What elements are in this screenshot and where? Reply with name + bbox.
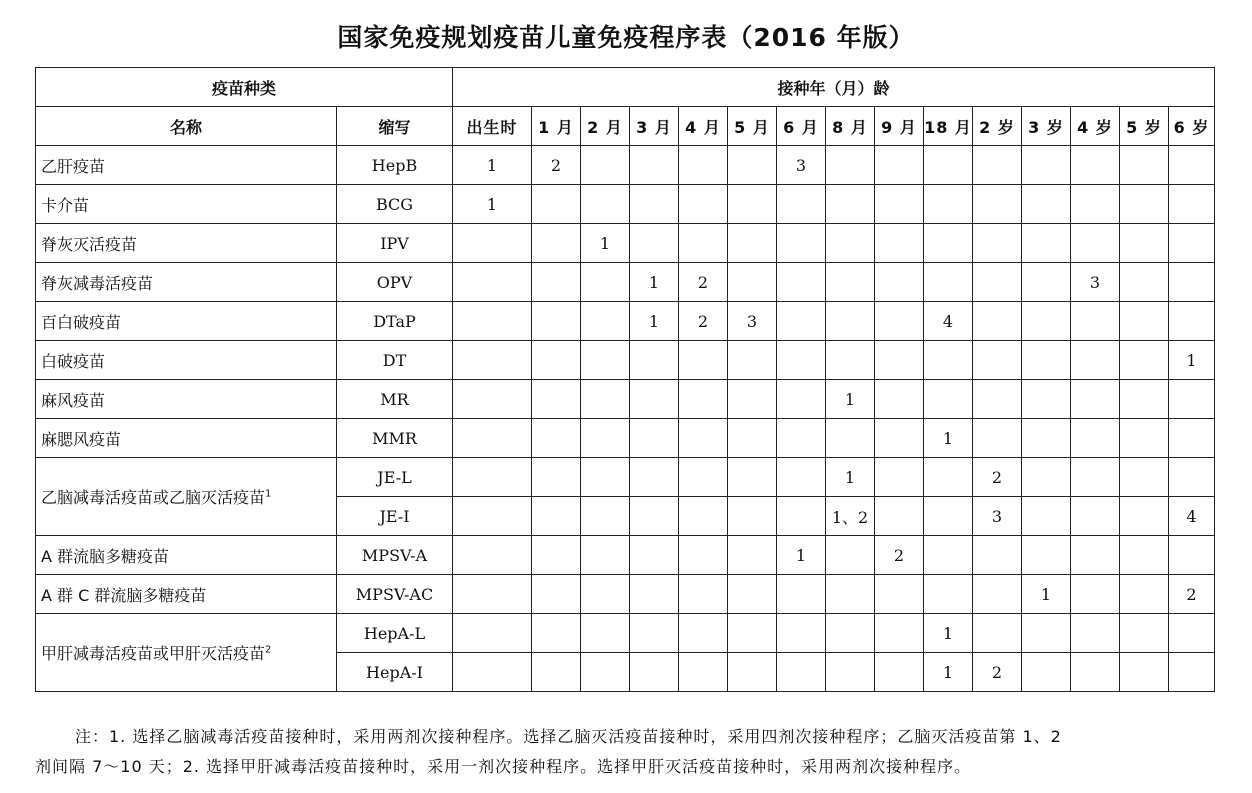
- immunization-schedule-table: [35, 67, 1215, 692]
- dose-cell: [1071, 185, 1120, 224]
- dose-cell: [875, 497, 924, 536]
- dose-cell: [581, 302, 630, 341]
- table-row: [36, 458, 1215, 497]
- dose-cell: [728, 341, 777, 380]
- dose-cell: [875, 614, 924, 653]
- dose-cell: 1: [826, 458, 875, 497]
- dose-cell: 2: [875, 536, 924, 575]
- dose-cell: [453, 536, 532, 575]
- dose-cell: [728, 146, 777, 185]
- dose-cell: [1169, 536, 1215, 575]
- footnote-marker: 1: [265, 488, 272, 500]
- dose-cell: 1: [924, 653, 973, 692]
- dose-cell: 1: [826, 380, 875, 419]
- vaccine-name: [36, 341, 337, 380]
- dose-cell: [973, 575, 1022, 614]
- dose-cell: [679, 146, 728, 185]
- dose-cell: [826, 302, 875, 341]
- age-header: 4 岁: [1071, 107, 1120, 146]
- dose-cell: 3: [728, 302, 777, 341]
- vaccine-name: [36, 614, 337, 692]
- dose-cell: [728, 380, 777, 419]
- dose-cell: [581, 419, 630, 458]
- dose-cell: [1169, 380, 1215, 419]
- vaccine-name: [36, 146, 337, 185]
- dose-cell: [875, 341, 924, 380]
- dose-cell: 2: [1169, 575, 1215, 614]
- dose-cell: [826, 653, 875, 692]
- vaccine-name-text: 乙肝疫苗: [41, 156, 106, 176]
- dose-cell: [532, 575, 581, 614]
- dose-cell: [1169, 263, 1215, 302]
- dose-cell: [679, 185, 728, 224]
- vaccine-name: [36, 224, 337, 263]
- dose-cell: [973, 419, 1022, 458]
- dose-cell: [875, 263, 924, 302]
- dose-cell: [1169, 302, 1215, 341]
- dose-cell: [1169, 146, 1215, 185]
- dose-cell: 1: [777, 536, 826, 575]
- dose-cell: [581, 458, 630, 497]
- table-row: [36, 263, 1215, 302]
- vaccine-name: [36, 302, 337, 341]
- vaccine-abbr: HepA-L: [337, 614, 453, 653]
- dose-cell: [826, 146, 875, 185]
- age-header: 6 岁: [1169, 107, 1215, 146]
- name-header: 名称: [36, 107, 337, 146]
- dose-cell: [453, 224, 532, 263]
- age-header: 9 月: [875, 107, 924, 146]
- dose-cell: [924, 185, 973, 224]
- dose-cell: [1071, 497, 1120, 536]
- dose-cell: [973, 614, 1022, 653]
- dose-cell: [924, 341, 973, 380]
- dose-cell: [453, 263, 532, 302]
- dose-cell: [875, 380, 924, 419]
- dose-cell: [973, 185, 1022, 224]
- dose-cell: [532, 458, 581, 497]
- dose-cell: [826, 419, 875, 458]
- vaccine-abbr: MMR: [337, 419, 453, 458]
- dose-cell: [1169, 653, 1215, 692]
- age-group-header: 接种年（月）龄: [453, 68, 1215, 107]
- dose-cell: [1022, 497, 1071, 536]
- vaccine-abbr: HepB: [337, 146, 453, 185]
- dose-cell: [581, 380, 630, 419]
- dose-cell: [1169, 224, 1215, 263]
- vaccine-abbr: MPSV-AC: [337, 575, 453, 614]
- dose-cell: [1022, 614, 1071, 653]
- dose-cell: [679, 419, 728, 458]
- dose-cell: [728, 185, 777, 224]
- dose-cell: [973, 263, 1022, 302]
- dose-cell: [1120, 536, 1169, 575]
- dose-cell: [581, 146, 630, 185]
- dose-cell: [1120, 185, 1169, 224]
- dose-cell: [532, 419, 581, 458]
- dose-cell: 3: [973, 497, 1022, 536]
- dose-cell: 3: [777, 146, 826, 185]
- dose-cell: [777, 380, 826, 419]
- dose-cell: [973, 536, 1022, 575]
- dose-cell: [581, 575, 630, 614]
- dose-cell: [1169, 614, 1215, 653]
- dose-cell: [679, 497, 728, 536]
- age-header: 2 岁: [973, 107, 1022, 146]
- vaccine-name-text: 甲肝减毒活疫苗或甲肝灭活疫苗: [41, 644, 266, 663]
- dose-cell: [1120, 263, 1169, 302]
- dose-cell: 4: [924, 302, 973, 341]
- dose-cell: [532, 302, 581, 341]
- dose-cell: [1071, 536, 1120, 575]
- dose-cell: [826, 185, 875, 224]
- dose-cell: [1022, 419, 1071, 458]
- dose-cell: [1022, 146, 1071, 185]
- dose-cell: [1120, 419, 1169, 458]
- age-header: 1 月: [532, 107, 581, 146]
- dose-cell: [924, 575, 973, 614]
- dose-cell: 1: [630, 263, 679, 302]
- dose-cell: [453, 575, 532, 614]
- dose-cell: [826, 575, 875, 614]
- dose-cell: [728, 536, 777, 575]
- dose-cell: [532, 497, 581, 536]
- dose-cell: [630, 185, 679, 224]
- dose-cell: [777, 458, 826, 497]
- dose-cell: [728, 458, 777, 497]
- page-title: 国家免疫规划疫苗儿童免疫程序表（2016 年版）: [337, 23, 915, 52]
- dose-cell: [630, 614, 679, 653]
- dose-cell: [1022, 341, 1071, 380]
- vaccine-name-text: 百白破疫苗: [41, 312, 122, 332]
- dose-cell: [728, 497, 777, 536]
- vaccine-name-text: 麻风疫苗: [41, 390, 106, 410]
- dose-cell: [532, 224, 581, 263]
- table-row: [36, 536, 1215, 575]
- dose-cell: [532, 341, 581, 380]
- vaccine-name: [36, 380, 337, 419]
- dose-cell: [1120, 380, 1169, 419]
- table-row: [36, 185, 1215, 224]
- dose-cell: [924, 380, 973, 419]
- footnote-marker: 2: [265, 644, 272, 656]
- vaccine-name-text: 乙脑减毒活疫苗或乙脑灭活疫苗: [41, 488, 266, 507]
- table-row: [36, 224, 1215, 263]
- dose-cell: [581, 497, 630, 536]
- dose-cell: [532, 536, 581, 575]
- dose-cell: [532, 653, 581, 692]
- dose-cell: [1120, 341, 1169, 380]
- dose-cell: [532, 614, 581, 653]
- vaccine-type-header: 疫苗种类: [36, 68, 453, 107]
- dose-cell: [1071, 419, 1120, 458]
- dose-cell: 4: [1169, 497, 1215, 536]
- dose-cell: [728, 653, 777, 692]
- dose-cell: [453, 614, 532, 653]
- dose-cell: [1071, 575, 1120, 614]
- dose-cell: 2: [679, 302, 728, 341]
- dose-cell: [453, 419, 532, 458]
- dose-cell: [1022, 302, 1071, 341]
- dose-cell: [679, 380, 728, 419]
- vaccine-name: [36, 575, 337, 614]
- dose-cell: [630, 146, 679, 185]
- footnote-line-1: 注：1. 选择乙脑减毒活疫苗接种时，采用两剂次接种程序。选择乙脑灭活疫苗接种时，采用四剂次接种程序；乙脑灭活疫苗第 1、2: [75, 727, 1062, 746]
- vaccine-name-text: A 群 C 群流脑多糖疫苗: [41, 585, 207, 605]
- dose-cell: [973, 224, 1022, 263]
- dose-cell: [777, 302, 826, 341]
- dose-cell: [630, 380, 679, 419]
- dose-cell: [1120, 575, 1169, 614]
- dose-cell: [532, 185, 581, 224]
- dose-cell: [532, 380, 581, 419]
- age-header: 出生时: [453, 107, 532, 146]
- age-header: 3 月: [630, 107, 679, 146]
- dose-cell: [1169, 185, 1215, 224]
- table-row: [36, 575, 1215, 614]
- header-row-groups: [36, 68, 1215, 107]
- dose-cell: 1、2: [826, 497, 875, 536]
- vaccine-abbr: DT: [337, 341, 453, 380]
- dose-cell: [1120, 614, 1169, 653]
- dose-cell: [826, 536, 875, 575]
- dose-cell: [679, 458, 728, 497]
- dose-cell: [924, 497, 973, 536]
- dose-cell: [581, 536, 630, 575]
- dose-cell: [1071, 302, 1120, 341]
- vaccine-name: [36, 185, 337, 224]
- age-header: 4 月: [679, 107, 728, 146]
- dose-cell: [1120, 146, 1169, 185]
- vaccine-name: [36, 458, 337, 536]
- dose-cell: [1022, 536, 1071, 575]
- vaccine-name: [36, 263, 337, 302]
- age-header: 5 岁: [1120, 107, 1169, 146]
- dose-cell: [679, 614, 728, 653]
- dose-cell: [826, 224, 875, 263]
- dose-cell: [453, 380, 532, 419]
- dose-cell: [777, 614, 826, 653]
- dose-cell: [875, 653, 924, 692]
- dose-cell: [826, 614, 875, 653]
- dose-cell: 2: [679, 263, 728, 302]
- footnote: [35, 722, 1220, 782]
- dose-cell: [777, 263, 826, 302]
- dose-cell: [581, 185, 630, 224]
- footnote-line-2: 剂间隔 7～10 天；2. 选择甲肝减毒活疫苗接种时，采用一剂次接种程序。选择甲肝灭活疫苗接种时，采用两剂次接种程序。: [35, 757, 972, 776]
- abbr-header: 缩写: [337, 107, 453, 146]
- dose-cell: [630, 419, 679, 458]
- dose-cell: [581, 341, 630, 380]
- dose-cell: [728, 419, 777, 458]
- dose-cell: 2: [532, 146, 581, 185]
- dose-cell: [728, 224, 777, 263]
- dose-cell: [1120, 224, 1169, 263]
- dose-cell: 1: [453, 185, 532, 224]
- dose-cell: [1071, 341, 1120, 380]
- vaccine-abbr: BCG: [337, 185, 453, 224]
- vaccine-abbr: JE-I: [337, 497, 453, 536]
- dose-cell: [453, 302, 532, 341]
- dose-cell: [630, 575, 679, 614]
- dose-cell: [532, 263, 581, 302]
- dose-cell: [1120, 458, 1169, 497]
- dose-cell: [1120, 302, 1169, 341]
- header-row-ages: [36, 107, 1215, 146]
- dose-cell: [973, 380, 1022, 419]
- dose-cell: [1022, 458, 1071, 497]
- dose-cell: [973, 146, 1022, 185]
- dose-cell: [453, 458, 532, 497]
- dose-cell: [1169, 419, 1215, 458]
- dose-cell: [875, 224, 924, 263]
- vaccine-name-text: 卡介苗: [41, 195, 90, 215]
- dose-cell: [1120, 497, 1169, 536]
- dose-cell: [728, 614, 777, 653]
- dose-cell: [924, 146, 973, 185]
- dose-cell: [777, 497, 826, 536]
- dose-cell: [1022, 185, 1071, 224]
- dose-cell: [875, 146, 924, 185]
- dose-cell: [875, 302, 924, 341]
- vaccine-name-text: A 群流脑多糖疫苗: [41, 546, 170, 566]
- dose-cell: [1022, 263, 1071, 302]
- table-row: [36, 380, 1215, 419]
- dose-cell: [1071, 614, 1120, 653]
- table-row: [36, 146, 1215, 185]
- dose-cell: [728, 263, 777, 302]
- vaccine-name: [36, 536, 337, 575]
- age-header: 18 月: [924, 107, 973, 146]
- dose-cell: [630, 341, 679, 380]
- dose-cell: [1169, 458, 1215, 497]
- vaccine-name-text: 白破疫苗: [41, 351, 106, 371]
- dose-cell: [1071, 146, 1120, 185]
- dose-cell: [875, 458, 924, 497]
- dose-cell: [973, 341, 1022, 380]
- dose-cell: [679, 224, 728, 263]
- dose-cell: 3: [1071, 263, 1120, 302]
- vaccine-abbr: OPV: [337, 263, 453, 302]
- vaccine-name-text: 麻腮风疫苗: [41, 429, 122, 449]
- table-row: [36, 614, 1215, 653]
- dose-cell: [679, 341, 728, 380]
- dose-cell: [777, 575, 826, 614]
- age-header: 6 月: [777, 107, 826, 146]
- dose-cell: [1071, 653, 1120, 692]
- dose-cell: [777, 419, 826, 458]
- dose-cell: 1: [581, 224, 630, 263]
- dose-cell: [581, 614, 630, 653]
- dose-cell: [875, 575, 924, 614]
- table-row: [36, 302, 1215, 341]
- age-header: 2 月: [581, 107, 630, 146]
- dose-cell: 1: [630, 302, 679, 341]
- age-header: 3 岁: [1022, 107, 1071, 146]
- table-row: [36, 341, 1215, 380]
- dose-cell: [630, 497, 679, 536]
- dose-cell: [777, 185, 826, 224]
- dose-cell: [1120, 653, 1169, 692]
- dose-cell: [453, 341, 532, 380]
- age-header: 8 月: [826, 107, 875, 146]
- dose-cell: 2: [973, 458, 1022, 497]
- dose-cell: [679, 653, 728, 692]
- dose-cell: [1071, 224, 1120, 263]
- dose-cell: [453, 653, 532, 692]
- vaccine-abbr: MR: [337, 380, 453, 419]
- dose-cell: [1071, 380, 1120, 419]
- table-row: [36, 419, 1215, 458]
- vaccine-abbr: MPSV-A: [337, 536, 453, 575]
- vaccine-abbr: HepA-I: [337, 653, 453, 692]
- dose-cell: [630, 224, 679, 263]
- dose-cell: [826, 341, 875, 380]
- dose-cell: [679, 575, 728, 614]
- dose-cell: [1022, 653, 1071, 692]
- dose-cell: [630, 536, 679, 575]
- dose-cell: [924, 536, 973, 575]
- dose-cell: [973, 302, 1022, 341]
- dose-cell: 2: [973, 653, 1022, 692]
- vaccine-abbr: JE-L: [337, 458, 453, 497]
- dose-cell: [777, 224, 826, 263]
- dose-cell: [581, 263, 630, 302]
- table-body: [36, 68, 1215, 692]
- dose-cell: [826, 263, 875, 302]
- dose-cell: [924, 263, 973, 302]
- dose-cell: [630, 458, 679, 497]
- dose-cell: [679, 536, 728, 575]
- dose-cell: [728, 575, 777, 614]
- dose-cell: [875, 419, 924, 458]
- dose-cell: [581, 653, 630, 692]
- dose-cell: [924, 458, 973, 497]
- dose-cell: 1: [1022, 575, 1071, 614]
- dose-cell: 1: [453, 146, 532, 185]
- dose-cell: [1022, 380, 1071, 419]
- dose-cell: 1: [924, 614, 973, 653]
- dose-cell: [777, 341, 826, 380]
- dose-cell: [1022, 224, 1071, 263]
- vaccine-name-text: 脊灰灭活疫苗: [41, 234, 138, 254]
- dose-cell: [453, 497, 532, 536]
- dose-cell: [1071, 458, 1120, 497]
- dose-cell: [924, 224, 973, 263]
- dose-cell: [777, 653, 826, 692]
- age-header: 5 月: [728, 107, 777, 146]
- vaccine-name-text: 脊灰减毒活疫苗: [41, 273, 154, 293]
- vaccine-abbr: DTaP: [337, 302, 453, 341]
- vaccine-abbr: IPV: [337, 224, 453, 263]
- dose-cell: [875, 185, 924, 224]
- vaccine-name: [36, 419, 337, 458]
- dose-cell: 1: [924, 419, 973, 458]
- dose-cell: [630, 653, 679, 692]
- dose-cell: 1: [1169, 341, 1215, 380]
